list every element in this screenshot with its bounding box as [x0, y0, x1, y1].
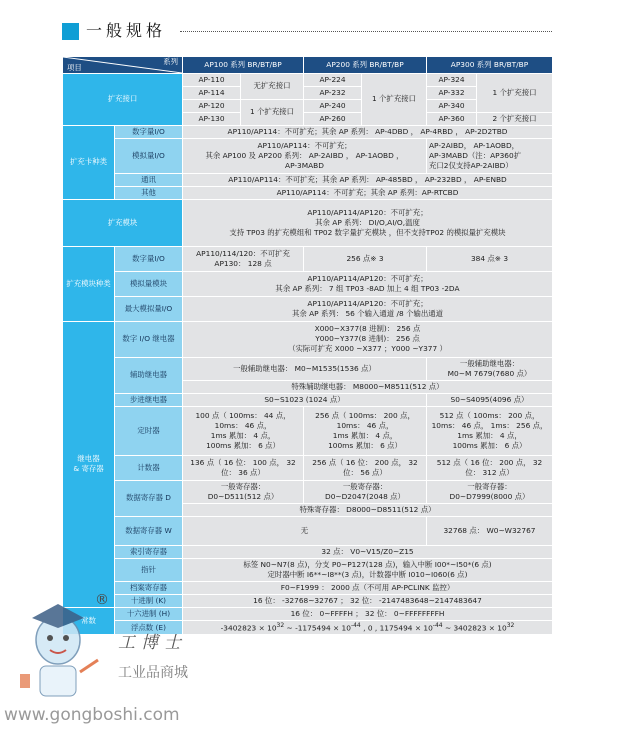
emt-maxanalog-line2: 其余 AP 系列： 56 个输入通道 /8 个输出通道 [291, 308, 444, 318]
emt-digital-ap100-line2: AP130： 128 点 [214, 258, 272, 268]
relay-aux-ap3-line1: 一般辅助继电器： [459, 358, 520, 368]
emt-analog-line1: AP110/AP114/AP120：不可扩充； [307, 273, 428, 283]
exp-card-analog-line2: 其余 AP100 及 AP200 系列： AP-2AIBD ， AP-1AOBD ， [205, 150, 404, 160]
ap100-one-port: 1 个扩充接口 [241, 99, 304, 125]
dreg-ap200-gen: 一般寄存器： [342, 481, 388, 491]
const-hex-label: 十六进制 (H) [115, 607, 183, 620]
watermark-mall: 工业品商城 [118, 665, 188, 681]
const-dec-label: 十进制 (K) [115, 594, 183, 607]
exp-module-type-label: 扩充模块种类 [63, 246, 115, 321]
relay-dio-label: 数字 I/O 继电器 [115, 321, 183, 357]
emt-analog-label: 模拟量模块 [115, 271, 183, 296]
dreg-ap300-gen: 一般寄存器： [467, 481, 512, 491]
counter-ap100-line2: 位： 36 点） [221, 467, 265, 477]
spec-table [62, 56, 553, 635]
relay-step-ap3: S0~S4095(4096 点） [427, 393, 553, 406]
ap200-one-port: 1 个扩充接口 [362, 74, 427, 126]
exp-module-value [183, 199, 553, 246]
emt-digital-label: 数字量I/O [115, 246, 183, 271]
timer-ap300-line3: 1ms 累加： 4 点， [457, 430, 522, 440]
dreg-ap300-range: D0~D7999(8000 点） [449, 491, 530, 501]
relay-aux-ap12: 一般辅助继电器： M0~M1535(1536 点） [183, 357, 427, 380]
relay-wreg-label: 数据寄存器 W [115, 516, 183, 545]
relay-index-label: 索引寄存器 [115, 545, 183, 558]
dreg-ap200-range: D0~D2047(2048 点） [325, 491, 405, 501]
timer-ap100-line3: 1ms 累加： 4 点， [210, 430, 276, 440]
relay-dreg-label: 数据寄存器 D [115, 480, 183, 516]
timer-ap100-line1: 100 点（ 100ms： 44 点， [195, 410, 291, 420]
model-ap114: AP-114 [183, 86, 241, 99]
relay-step-label: 步进继电器 [115, 393, 183, 406]
watermark-url: www.gongboshi.com [4, 705, 180, 725]
timer-ap200-line4: 100ms 累加： 6 点） [328, 440, 402, 450]
model-ap120: AP-120 [183, 99, 241, 112]
model-ap110: AP-110 [183, 74, 241, 87]
constant-label: 常数 [63, 607, 115, 634]
pointer-line1: 标签 N0~N7(8 点)，分支 P0~P127(128 点)，输入中断 I00*~I50*(6 点) [243, 559, 492, 569]
relay-wreg-ap12: 无 [183, 516, 427, 545]
exp-module-label: 扩充模块 [63, 199, 183, 246]
relay-dio-value [183, 321, 553, 357]
timer-ap200-line3: 1ms 累加： 4 点， [332, 430, 398, 440]
timer-ap300-line2: 10ms： 46 点， 1ms： 256 点， [431, 420, 548, 430]
exp-card-other-value: AP110/AP114：不可扩充；其余 AP 系列：AP-RTCBD [183, 186, 553, 199]
timer-ap300-line1: 512 点（ 100ms： 200 点， [439, 410, 540, 420]
relay-aux-ap3 [427, 357, 553, 380]
emt-digital-ap100-line1: AP110/114/120：不可扩充 [196, 248, 290, 258]
const-float-value: $-3402823 \times 10^{32}$ ~ $-1175494 \times 10^{-44}$ , 0 , $1175494 \times 10^{-44}$ ~ $3402823 \times 10^{32}$ [183, 620, 553, 634]
exp-card-analog-line3: AP-3MABD [285, 160, 324, 170]
header-ap300: AP300 系列 BR/BT/BP [427, 57, 553, 74]
relay-dio-line2: Y000~Y377(8 进制)： 256 点 [315, 334, 420, 344]
exp-card-other-label: 其他 [115, 186, 183, 199]
watermark-brand: 工博士 [118, 633, 187, 653]
relay-pointer-label: 指针 [115, 558, 183, 581]
exp-port-label: 扩充接口 [63, 74, 183, 126]
exp-card-analog-label: 模拟量I/O [115, 138, 183, 173]
page-title: 一般规格 [86, 21, 167, 40]
relay-aux-special: 特殊辅助继电器： M8000~M8511(512 点） [183, 380, 553, 393]
timer-ap100-line2: 10ms： 46 点， [214, 420, 272, 430]
header-ap200: AP200 系列 BR/BT/BP [304, 57, 427, 74]
relay-file-label: 档案寄存器 [115, 581, 183, 594]
exp-card-analog-ap300-line2: AP-3MABD（注：AP360扩 [429, 150, 522, 160]
const-dec-value: 16 位： -32768~32767 ； 32 位： -2147483648~2147483647 [183, 594, 553, 607]
exp-module-line2: 其余 AP 系列： DI/O,AI/O,温度 [315, 217, 420, 227]
title-divider [180, 31, 552, 32]
header-corner [63, 57, 183, 74]
model-ap324: AP-324 [427, 74, 477, 87]
relay-counter-label: 计数器 [115, 455, 183, 480]
counter-ap300-line2: 位： 312 点） [465, 467, 514, 477]
timer-ap200-line2: 10ms： 46 点， [336, 420, 394, 430]
relay-dio-line3: （实际可扩充 X000 ~X377 ；Y000 ~Y377 ） [288, 344, 447, 354]
header-item: 项目 [67, 63, 82, 73]
exp-card-analog-ap300 [427, 138, 553, 173]
exp-card-analog-line1: AP110/AP114：不可扩充； [257, 140, 352, 150]
exp-card-digital-value: AP110/AP114：不可扩充；其余 AP 系列： AP-4DBD ， AP-4RBD ， AP-2D2TBD [183, 125, 553, 138]
exp-module-line3: 支持 TP03 的扩充模组和 TP02 数字量扩充模块 ，但不支持TP02 的模拟量扩充模块 [229, 227, 506, 237]
model-ap260: AP-260 [304, 112, 362, 125]
relay-wreg-ap3: 32768 点： W0~W32767 [427, 516, 553, 545]
title-square-icon [62, 23, 79, 40]
relay-dreg-ap100 [183, 480, 304, 503]
emt-digital-ap300: 384 点※ 3 [427, 246, 553, 271]
emt-analog-value [183, 271, 553, 296]
model-ap232: AP-232 [304, 86, 362, 99]
exp-module-line1: AP110/AP114/AP120：不可扩充； [307, 207, 428, 217]
counter-ap300-line1: 512 点（ 16 位： 200 点， 32 [436, 457, 543, 467]
exp-card-comm-value: AP110/AP114：不可扩充；其余 AP 系列： AP-485BD ， AP-232BD ， AP-ENBD [183, 173, 553, 186]
emt-maxanalog-label: 最大模拟量I/O [115, 296, 183, 321]
emt-analog-line2: 其余 AP 系列： 7 组 TP03 -8AD 加上 4 组 TP03 -2DA [275, 283, 460, 293]
relay-dreg-ap300 [427, 480, 553, 503]
header-series: 系列 [163, 57, 178, 66]
relay-timer-label: 定时器 [115, 406, 183, 455]
pointer-line2: 定时器中断 I6**~I8**(3 点)，计数器中断 I010~I060(6 点) [267, 569, 468, 579]
dreg-ap100-range: D0~D511(512 点） [207, 491, 279, 501]
relay-dreg-special: 特殊寄存器： D8000~D8511(512 点） [183, 503, 553, 516]
ap300-one-port: 1 个扩充接口 [477, 74, 553, 113]
exp-card-digital-label: 数字量I/O [115, 125, 183, 138]
relay-aux-label: 辅助继电器 [115, 357, 183, 393]
timer-ap200-line1: 256 点（ 100ms： 200 点， [315, 410, 415, 420]
model-ap130: AP-130 [183, 112, 241, 125]
relay-label-line2: & 寄存器 [73, 464, 104, 474]
model-ap240: AP-240 [304, 99, 362, 112]
relay-counter-ap200 [304, 455, 427, 480]
counter-ap200-line1: 256 点（ 16 位： 200 点， 32 [312, 457, 418, 467]
emt-digital-ap100 [183, 246, 304, 271]
exp-card-analog-ap300-line1: AP-2AIBD， AP-1AOBD， [429, 140, 520, 150]
exp-card-analog-value [183, 138, 427, 173]
registered-mark: ® [95, 592, 109, 608]
relay-timer-ap200 [304, 406, 427, 455]
relay-aux-ap3-line2: M0~M 7679(7680 点） [447, 368, 532, 378]
header-ap100: AP100 系列 BR/BT/BP [183, 57, 304, 74]
timer-ap300-line4: 100ms 累加： 6 点） [452, 440, 527, 450]
relay-counter-ap100 [183, 455, 304, 480]
relay-timer-ap300 [427, 406, 553, 455]
relay-index-value: 32 点： V0~V15/Z0~Z15 [183, 545, 553, 558]
exp-card-label: 扩充卡种类 [63, 125, 115, 199]
dreg-ap100-gen: 一般寄存器： [220, 481, 266, 491]
relay-counter-ap300 [427, 455, 553, 480]
exp-card-analog-ap300-line3: 充口2仅支持AP-2AIBD） [429, 160, 513, 170]
emt-digital-ap200: 256 点※ 3 [304, 246, 427, 271]
relay-label-line1: 继电器 [77, 454, 100, 464]
relay-dio-line1: X000~X377(8 进制)： 256 点 [314, 324, 421, 334]
timer-ap100-line4: 100ms 累加： 6 点） [206, 440, 280, 450]
counter-ap200-line2: 位： 56 点） [343, 467, 387, 477]
const-hex-value: 16 位： 0~FFFFH ； 32 位： 0~FFFFFFFFH [183, 607, 553, 620]
ap100-no-port: 无扩充接口 [241, 74, 304, 100]
relay-dreg-ap200 [304, 480, 427, 503]
relay-register-label [63, 321, 115, 607]
const-float-label: 浮点数 (E) [115, 620, 183, 634]
exp-card-comm-label: 通讯 [115, 173, 183, 186]
model-ap224: AP-224 [304, 74, 362, 87]
model-ap332: AP-332 [427, 86, 477, 99]
model-ap360: AP-360 [427, 112, 477, 125]
model-ap340: AP-340 [427, 99, 477, 112]
emt-maxanalog-value [183, 296, 553, 321]
counter-ap100-line1: 136 点（ 16 位： 100 点， 32 [190, 457, 296, 467]
section-title-bar [62, 20, 552, 42]
relay-pointer-value [183, 558, 553, 581]
emt-maxanalog-line1: AP110/AP114/AP120：不可扩充； [307, 298, 428, 308]
ap300-two-port: 2 个扩充接口 [477, 112, 553, 125]
relay-step-ap12: S0~S1023 (1024 点） [183, 393, 427, 406]
relay-timer-ap100 [183, 406, 304, 455]
relay-file-value: F0~F1999 ： 2000 点（不可用 AP-PCLINK 监控） [183, 581, 553, 594]
